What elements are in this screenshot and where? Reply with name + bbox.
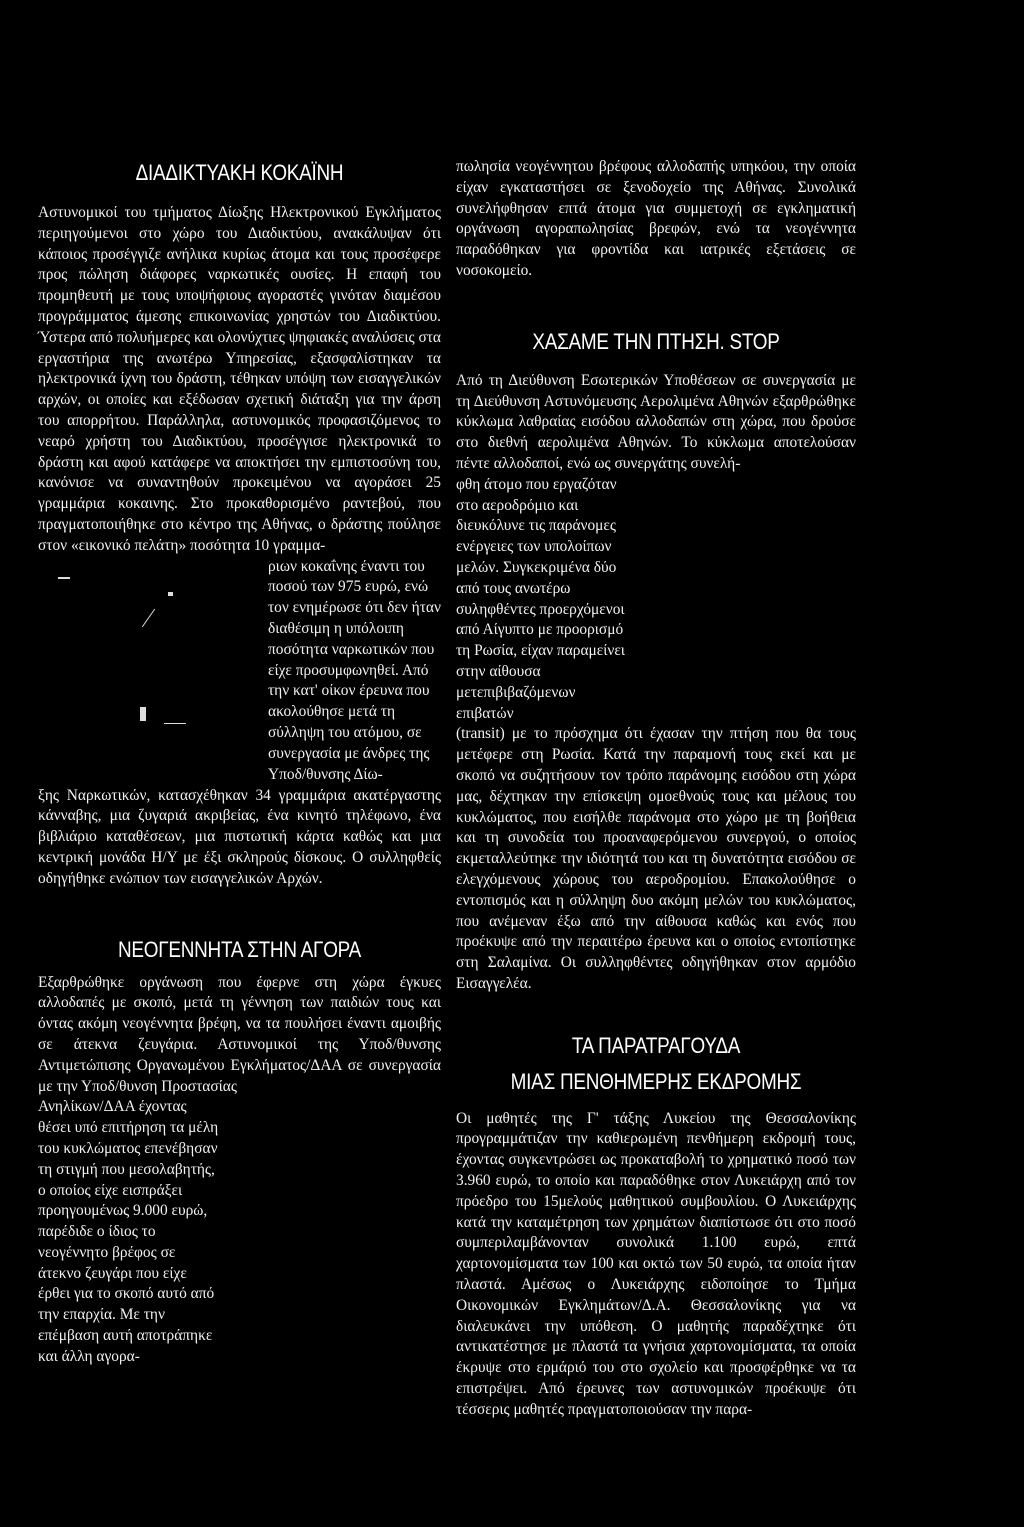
right-column xyxy=(456,157,856,1421)
article-body-excursion: Οι μαθητές της Γ' τάξης Λυκείου της Θεσσαλονίκης προγραμμάτιζαν την καθιερωμένη πενθήμερη εκδρομή τους, έχοντας συγκεντρώσει ως προκαταβολή το χρηματικό ποσό των 3.960 ευρώ, το οποίο και παραδόθηκε στον Λυκειάρχη από τον πρόεδρο του 15μελούς μαθητικού συμβουλίου. Ο Λυκειάρχης κατά την καταμέτρηση των χρημάτων διαπίστωσε ότι στο ποσό συμπεριλαμβάνονταν συνολικά 1.100 ευρώ, επτά χαρτονομίσματα των 100 και οκτώ των 50 ευρώ, τα οποία ήταν πλαστά. Αμέσως ο Λυκειάρχης ειδοποίησε το Τμήμα Οικονομικών Εγκλημάτων/Δ.Α. Θεσσαλονίκης για να διαλευκάνει την υπόθεση. Ο μαθητής παραδέχτηκε ότι αντικατέστησε με πλαστά τα γνήσια χαρτονομίσματα, τα οποία έκρυψε στο ερμάριό του στο σχολείο και προσφέρθηκε να τα επιστρέψει. Από έρευνες των αστυνομικών προέκυψε ότι τέσσερις μαθητές πραγματοποιούσαν την παρα- xyxy=(456,1109,856,1418)
article-body-cocaine-bottom: ξης Ναρκωτικών, κατασχέθηκαν 34 γραμμάρια ακατέργαστης κάνναβης, μια ζυγαριά ακριβείας, ένα κινητό τηλέφωνο, ένα βιβλιάριο καταθέσεων, μια πιστωτική κάρτα καθώς και μια κεντρική μονάδα Η/Υ με έξι σκληρούς δίσκους. Ο συλληφθείς οδηγήθηκε ενώπιον των εισαγγελικών Αρχών. xyxy=(38,786,441,887)
article-body-newborns-continued: πωλησία νεογέννητου βρέφους αλλοδαπής υπηκόου, την οποία είχαν εγκαταστήσει σε ξενοδοχείο της Αθήνας. Συνολικά συνελήφθησαν επτά άτομα για συμμετοχή σε εγκληματική οργάνωση αγοραπωλησίας βρεφών, ενώ τα νεογέννητα παραδόθηκαν για φροντίδα και ιατρικές εξετάσεις σε νοσοκομείο. xyxy=(456,158,856,279)
article-title-excursion-line2: ΜΙΑΣ ΠΕΝΘΗΜΕΡΗΣ ΕΚΔΡΟΜΗΣ xyxy=(510,1068,802,1094)
article-body-flight-bottom: (transit) με το πρόσχημα ότι έχασαν την πτήση που θα τους μετέφερε στη Ρωσία. Κατά την παραμονή τους εκεί και με σκοπό να συζητήσουν τον τρόπο παράνομης εισόδου στη χώρα μας, δέχτηκαν την επίσκεψη ομοεθνούς τους και μέλους του κυκλώματος, που εισήλθε παράνομα στο χώρο με τη βοήθεια και τη συνοδεία του προαναφερόμενου συνεργού, ο οποίος εκμεταλλεύτηκε την ιδιότητά του και τη δυνατότητα εισόδου σε ελεγχόμενους χώρους του αεροδρομίου. Επακολούθησε ο εντοπισμός και η σύλληψη δυο ακόμη μελών του κυκλώματος, που ανέμεναν έξω από την αίθουσα καθώς και ενός που προέκυψε από την περαιτέρω έρευνα και ο οποίος εντοπίστηκε στη Σαλαμίνα. Οι συλληφθέντες οδηγήθηκαν στον αρμόδιο Εισαγγελέα. xyxy=(456,725,856,992)
left-column xyxy=(38,160,441,1368)
article-body-cocaine-top: Αστυνομικοί του τμήματος Δίωξης Ηλεκτρονικού Εγκλήματος περιηγούμενοι στο χώρο του Διαδικτύου, ανακάλυψαν ότι κάποιος προσέγγιζε ανήλικα κυρίως άτομα και τους προσέφερε προς πώληση διάφορες ναρκωτικές ουσίες. Η επαφή του προμηθευτή με τους υποψήφιους αγοραστές γινόταν διαμέσου προγράμματος άμεσης επικοινωνίας χρηστών του Διαδικτύου. Ύστερα από πολυήμερες και ολονύχτιες ψηφιακές αναλύσεις στα εργαστήρια της ανωτέρω Υπηρεσίας, εξασφαλίστηκαν τα ηλεκτρονικά ίχνη του δράστη, τέθηκαν υπόψη των εισαγγελικών αρχών, οι οποίες και εξέδωσαν σχετική διάταξη για την άρση του απορρήτου. Παράλληλα, αστυνομικός προφασιζόμενος το νεαρό χρήστη του Διαδικτύου, προσέγγισε ηλεκτρονικά το δράστη και αφού κατάφερε να αποκτήσει την εμπιστοσύνη του, κανόνισε να συναντηθούν προκειμένου να αγοράσει 25 γραμμάρια κοκαινης. Στο προκαθορισμένο ραντεβού, που πραγματοποιήθηκε στο κέντρο της Αθήνας, ο δράστης πούλησε στον «εικονικό πελάτη» ποσότητα 10 γραμμα- xyxy=(38,204,441,554)
article-title-flight: ΧΑΣΑΜΕ ΤΗΝ ΠΤΗΣΗ. STOP xyxy=(532,328,780,354)
faded-illustration xyxy=(38,557,243,777)
article-title-newborns: ΝΕΟΓΕΝΝΗΤΑ ΣΤΗΝ ΑΓΟΡΑ xyxy=(117,936,361,962)
article-body-cocaine-narrow: ριων κοκαΐνης έναντι του ποσού των 975 ευρώ, ενώ τον ενημέρωσε ότι δεν ήταν διαθέσιμη η υπόλοιπη ποσότητα ναρκωτικών που είχε προσυμφωνηθεί. Από την κατ' οίκον έρευνα που ακολούθησε μετά τη σύλληψη του ατόμου, σε συνεργασία με άνδρες της Υποδ/θυνσης Δίω- xyxy=(268,557,441,783)
article-title-excursion-line1: ΤΑ ΠΑΡΑΤΡΑΓΟΥΔΑ xyxy=(571,1032,741,1058)
article-body-flight-top: Από τη Διεύθυνση Εσωτερικών Υποθέσεων σε συνεργασία με τη Διεύθυνση Αστυνόμευσης Αερολιμένα Αθηνών εξαρθρώθηκε κύκλωμα λαθραίας εισόδου αλλοδαπών στη χώρα, που δρούσε στο διεθνή αερολιμένα Αθηνών. Το κύκλωμα αποτελούσαν πέντε αλλοδαποί, ενώ ως συνεργάτης συνελή- xyxy=(456,371,856,472)
article-title-cocaine: ΔΙΑΔΙΚΤΥΑΚΗ ΚΟΚΑΪΝΗ xyxy=(135,160,344,185)
article-body-flight-narrow: φθη άτομο που εργαζόταν στο αεροδρόμιο και διευκόλυνε τις παράνομες ενέργειες των υπολοίπων μελών. Συγκεκριμένα δύο από τους ανωτέρω συληφθέντες προερχόμενοι από Αίγυπτο με προορισμό τη Ρωσία, είχαν παραμείνει στην αίθουσα μετεπιβιβαζόμενων επιβατών xyxy=(456,475,625,722)
article-body-newborns-narrow: Ανηλίκων/ΔΑΑ έχοντας θέσει υπό επιτήρηση τα μέλη του κυκλώματος επενέβησαν τη στιγμή που μεσολαβητής, ο οποίος είχε εισπράξει προηγουμένως 9.000 ευρώ, παρέδιδε ο ίδιος το νεογέννητο βρέφος σε άτεκνο ζευγάρι που είχε έρθει για το σκοπό αυτό από την επαρχία. Με την επέμβαση αυτή αποτράπηκε και άλλη αγορα- xyxy=(38,1098,219,1365)
article-body-newborns-top: Εξαρθρώθηκε οργάνωση που έφερνε στη χώρα έγκυες αλλοδαπές με σκοπό, μετά τη γέννηση των παιδιών τους και όντας ακόμη νεογέννητα βρέφη, να τα πουλήσει έναντι αμοιβής σε άτεκνα ζευγάρια. Αστυνομικοί της Υποδ/θυνσης Αντιμετώπισης Οργανωμένου Εγκλήματος/ΔΑΑ σε συνεργασία με την Υποδ/θυνση Προστασίας xyxy=(38,973,441,1095)
